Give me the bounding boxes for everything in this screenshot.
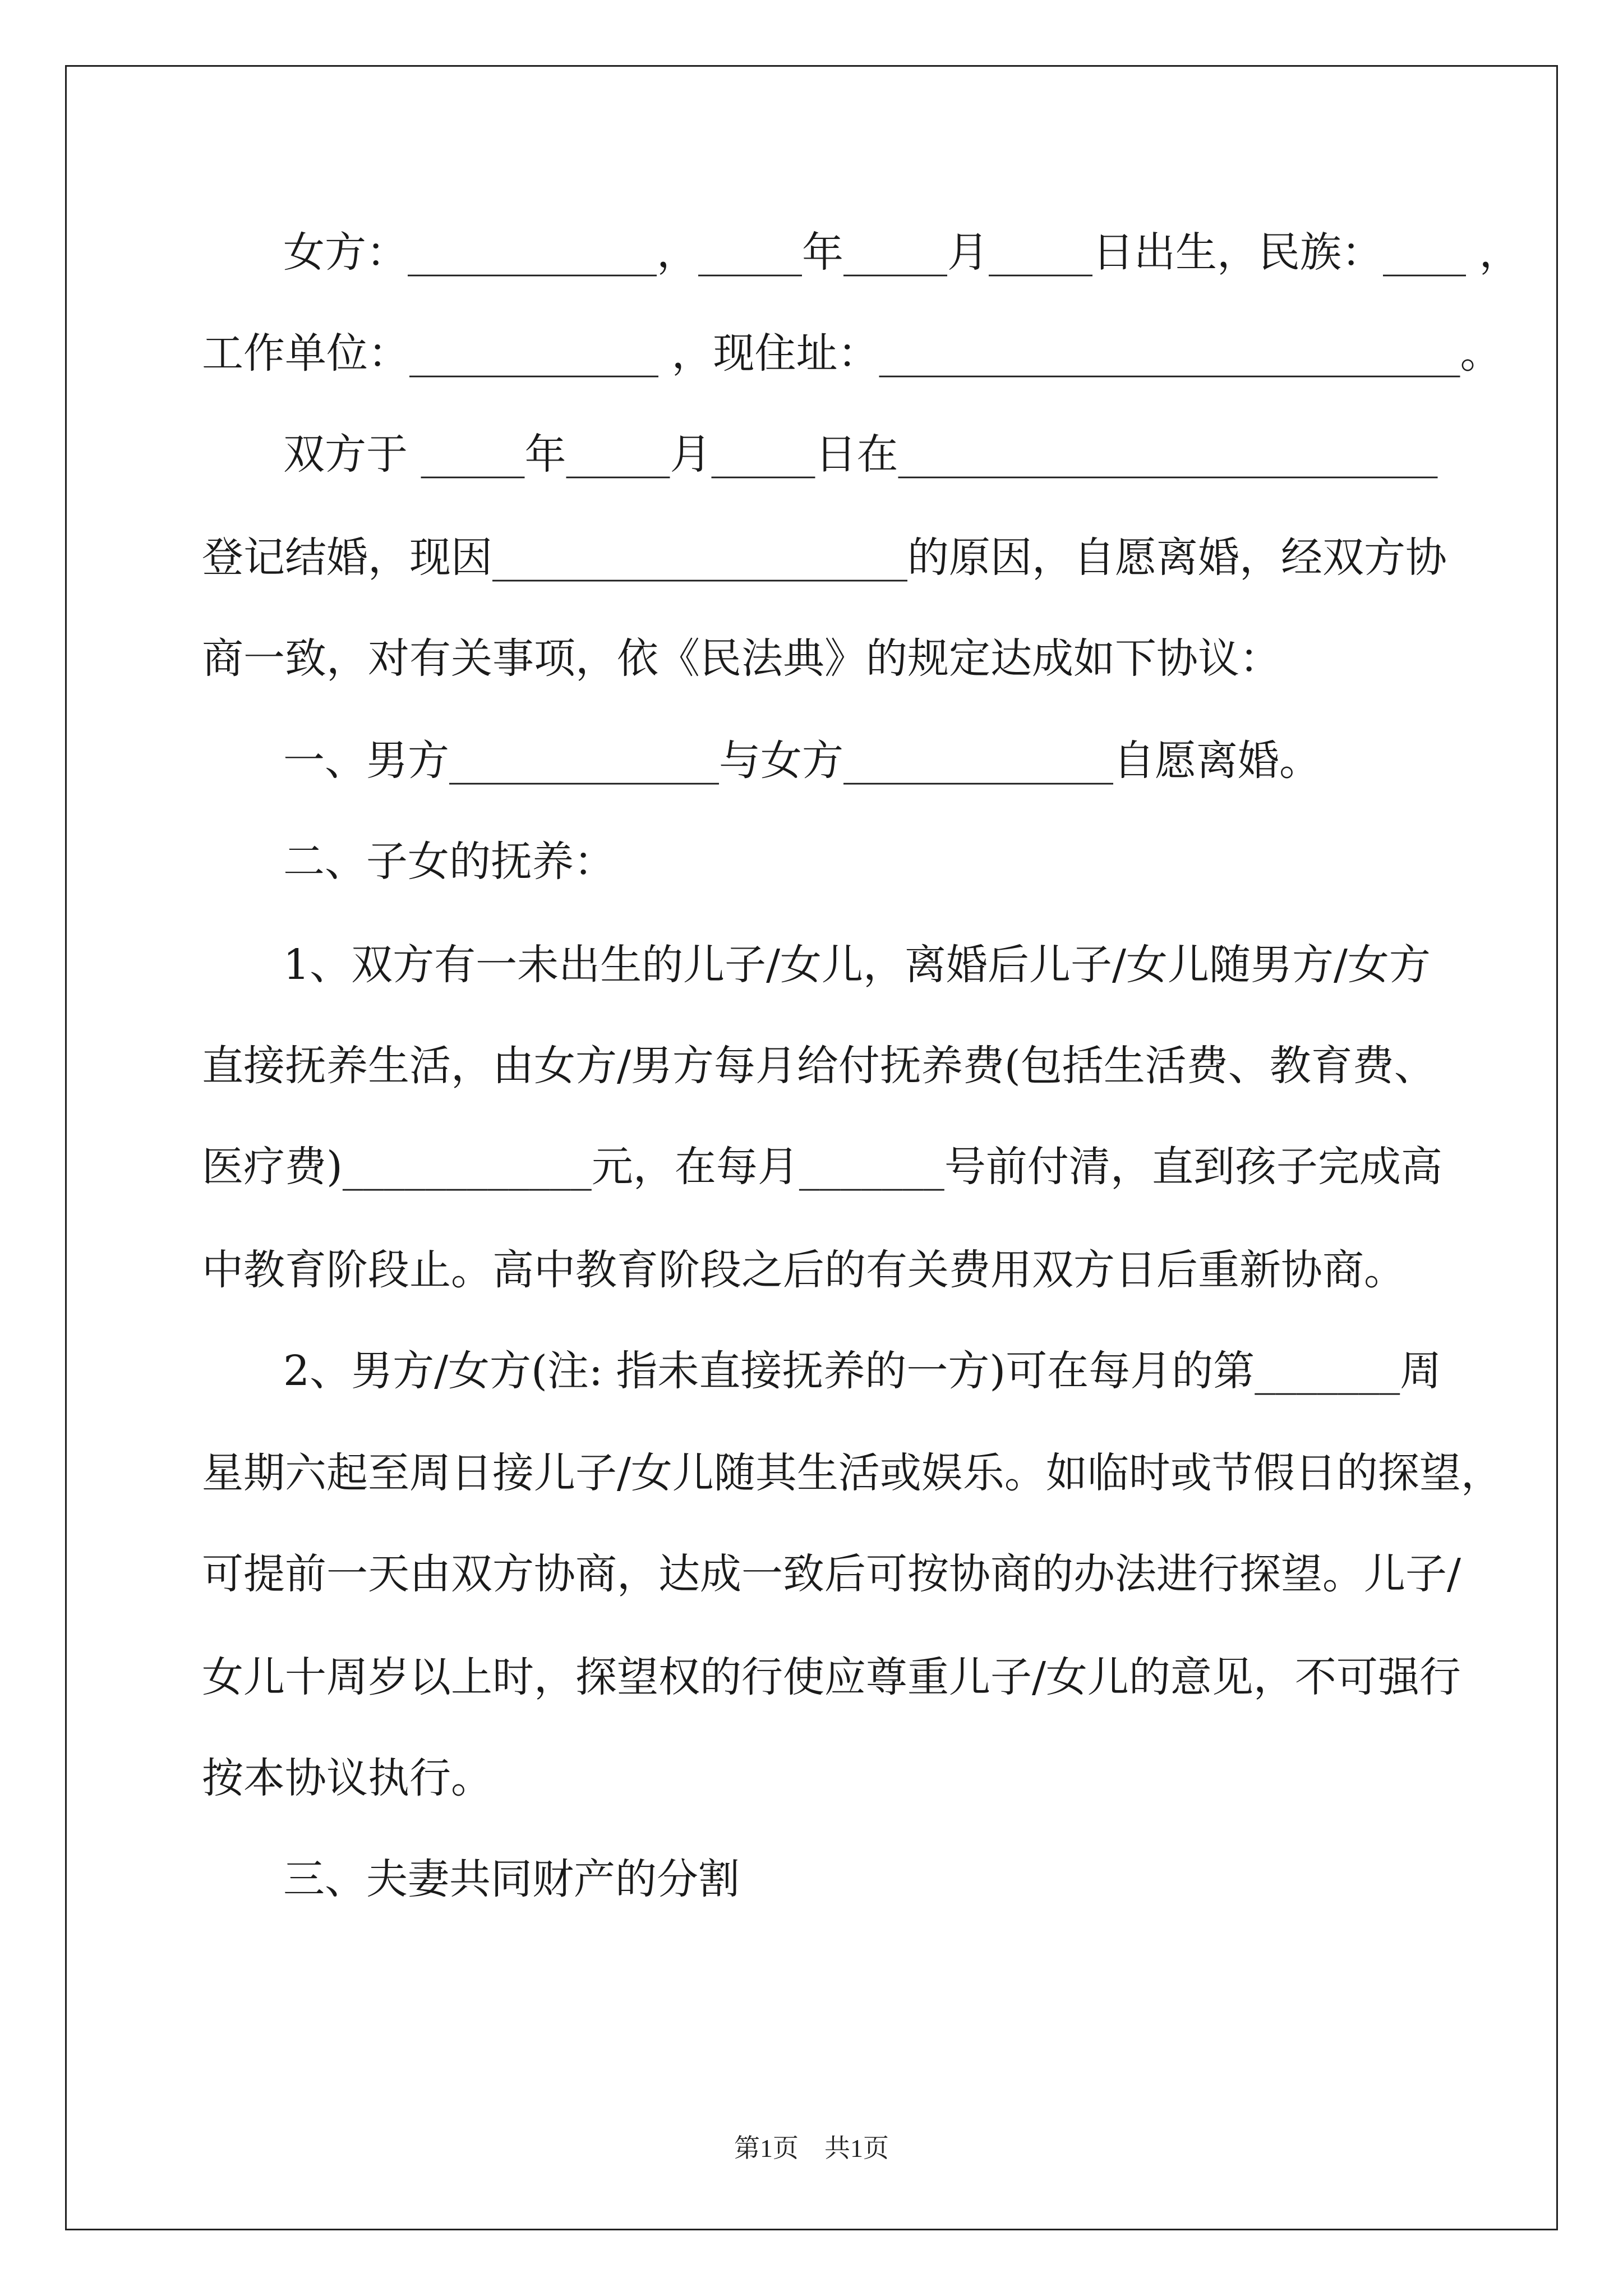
text-line-15: 女儿十周岁以上时，探望权的行使应尊重儿子/女儿的意见，不可强行 <box>202 1653 1461 1701</box>
text-line-3: 双方于 _____年_____月_____日在__________________________ <box>283 430 1438 478</box>
text-line-4: 登记结婚，现因____________________的原因，自愿离婚，经双方协 <box>202 533 1447 582</box>
text-line-6: 一、男方_____________与女方_____________自愿离婚。 <box>283 737 1321 785</box>
text-line-14: 可提前一天由双方协商，达成一致后可按协商的办法进行探望。儿子/ <box>202 1550 1461 1598</box>
text-line-12: 2、男方/女方(注: 指未直接抚养的一方)可在每月的第_______周 <box>283 1347 1442 1395</box>
text-line-9: 直接抚养生活，由女方/男方每月给付抚养费(包括生活费、教育费、 <box>202 1042 1436 1090</box>
page-number-footer: 第1页 共1页 <box>734 2134 889 2162</box>
text-line-2: 工作单位：____________ ，现住址：____________________________。 <box>202 329 1502 378</box>
text-line-7: 二、子女的抚养： <box>283 838 615 886</box>
text-line-5: 商一致，对有关事项，依《民法典》的规定达成如下协议： <box>202 634 1281 683</box>
text-line-10: 医疗费)____________元，在每月_______号前付清，直到孩子完成高 <box>202 1143 1442 1191</box>
text-line-16: 按本协议执行。 <box>202 1754 492 1802</box>
text-line-11: 中教育阶段止。高中教育阶段之后的有关费用双方日后重新协商。 <box>202 1246 1405 1294</box>
text-line-17: 三、夫妻共同财产的分割 <box>283 1855 740 1903</box>
text-line-8: 1、双方有一未出生的儿子/女儿，离婚后儿子/女儿随男方/女方 <box>283 941 1431 989</box>
text-line-13: 星期六起至周日接儿子/女儿随其生活或娱乐。如临时或节假日的探望， <box>202 1449 1502 1497</box>
text-line-1: 女方：____________，_____年_____月_____日出生，民族：____ ， <box>283 228 1521 277</box>
